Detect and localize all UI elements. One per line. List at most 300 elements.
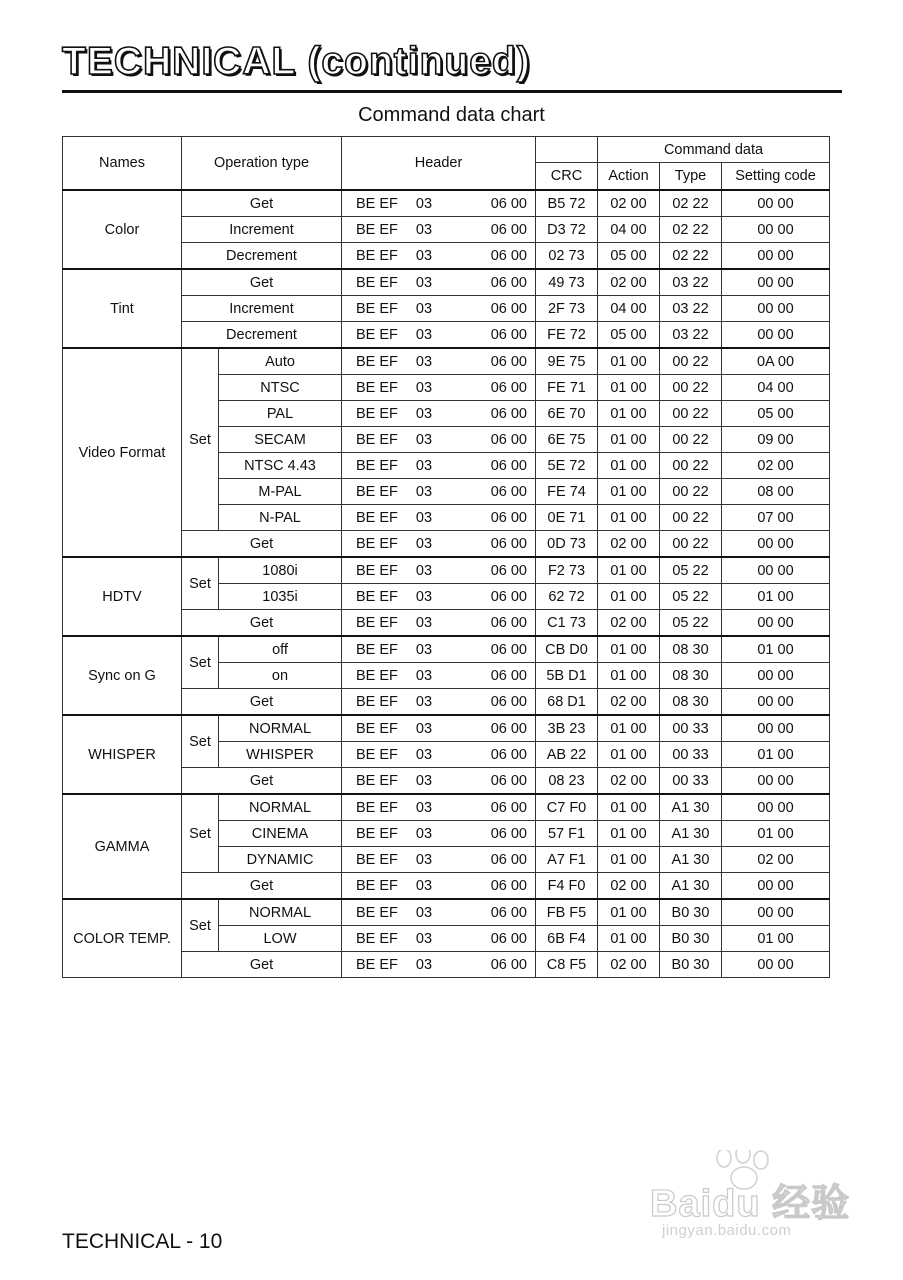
setting-code-cell: 01 00 bbox=[722, 636, 830, 663]
header-byte-b: 03 bbox=[415, 641, 433, 658]
page-title: TECHNICAL (continued) bbox=[62, 40, 531, 83]
header-bytes bbox=[342, 584, 536, 610]
header-byte-a: BE EF bbox=[356, 326, 398, 343]
header-byte-a: BE EF bbox=[356, 562, 398, 579]
header-byte-a: BE EF bbox=[356, 588, 398, 605]
command-data-header: Command data bbox=[598, 137, 830, 163]
crc-cell: AB 22 bbox=[536, 742, 598, 768]
header-byte-a: BE EF bbox=[356, 195, 398, 212]
action-cell: 01 00 bbox=[598, 427, 660, 453]
setting-code-cell: 00 00 bbox=[722, 531, 830, 558]
table-row bbox=[63, 636, 830, 663]
group-name: HDTV bbox=[63, 557, 182, 636]
crc-cell: 5B D1 bbox=[536, 663, 598, 689]
title-rule bbox=[62, 90, 842, 93]
header-byte-c: 06 00 bbox=[490, 221, 527, 238]
header-byte-b: 03 bbox=[415, 693, 433, 710]
page-footer: TECHNICAL - 10 bbox=[62, 1230, 223, 1253]
header-byte-c: 06 00 bbox=[490, 614, 527, 631]
crc-header-top bbox=[536, 137, 598, 163]
header-bytes bbox=[342, 322, 536, 349]
action-cell: 01 00 bbox=[598, 715, 660, 742]
setting-code-cell: 00 00 bbox=[722, 663, 830, 689]
operation-cell: Decrement bbox=[182, 243, 342, 270]
type-cell: 08 30 bbox=[660, 663, 722, 689]
header-byte-c: 06 00 bbox=[490, 483, 527, 500]
header-byte-a: BE EF bbox=[356, 509, 398, 526]
setting-code-cell: 00 00 bbox=[722, 610, 830, 637]
action-cell: 01 00 bbox=[598, 847, 660, 873]
action-cell: 01 00 bbox=[598, 348, 660, 375]
header-byte-a: BE EF bbox=[356, 877, 398, 894]
crc-cell: F2 73 bbox=[536, 557, 598, 584]
crc-cell: 6E 75 bbox=[536, 427, 598, 453]
header-bytes bbox=[342, 847, 536, 873]
header-byte-b: 03 bbox=[415, 772, 433, 789]
crc-cell: CB D0 bbox=[536, 636, 598, 663]
action-cell: 01 00 bbox=[598, 794, 660, 821]
operation-cell: PAL bbox=[219, 401, 342, 427]
header-row-1 bbox=[63, 137, 830, 163]
header-byte-a: BE EF bbox=[356, 799, 398, 816]
action-cell: 05 00 bbox=[598, 322, 660, 349]
group-name: Tint bbox=[63, 269, 182, 348]
header-bytes bbox=[342, 296, 536, 322]
table-row bbox=[63, 348, 830, 375]
header-bytes bbox=[342, 821, 536, 847]
header-byte-a: BE EF bbox=[356, 904, 398, 921]
operation-cell: 1035i bbox=[219, 584, 342, 610]
operation-cell: Get bbox=[182, 531, 342, 558]
header-bytes bbox=[342, 557, 536, 584]
setting-code-cell: 00 00 bbox=[722, 557, 830, 584]
header-bytes bbox=[342, 899, 536, 926]
operation-cell: Decrement bbox=[182, 322, 342, 349]
action-cell: 01 00 bbox=[598, 453, 660, 479]
set-label: Set bbox=[182, 636, 219, 689]
header-bytes bbox=[342, 427, 536, 453]
command-data-table bbox=[62, 136, 830, 978]
setting-code-cell: 00 00 bbox=[722, 768, 830, 795]
header-byte-b: 03 bbox=[415, 930, 433, 947]
type-cell: 00 22 bbox=[660, 505, 722, 531]
setting-code-cell: 02 00 bbox=[722, 847, 830, 873]
header-bytes bbox=[342, 926, 536, 952]
action-cell: 01 00 bbox=[598, 584, 660, 610]
watermark bbox=[640, 1150, 860, 1250]
header-bytes bbox=[342, 217, 536, 243]
setting-code-cell: 00 00 bbox=[722, 296, 830, 322]
operation-cell: Auto bbox=[219, 348, 342, 375]
header-byte-c: 06 00 bbox=[490, 431, 527, 448]
action-cell: 02 00 bbox=[598, 689, 660, 716]
setting-code-cell: 00 00 bbox=[722, 899, 830, 926]
operation-cell: SECAM bbox=[219, 427, 342, 453]
setting-code-cell: 0A 00 bbox=[722, 348, 830, 375]
group-name: Sync on G bbox=[63, 636, 182, 715]
action-cell: 01 00 bbox=[598, 479, 660, 505]
header-bytes bbox=[342, 453, 536, 479]
type-cell: 00 22 bbox=[660, 348, 722, 375]
set-label: Set bbox=[182, 794, 219, 873]
action-cell: 02 00 bbox=[598, 269, 660, 296]
type-cell: 05 22 bbox=[660, 557, 722, 584]
header-bytes bbox=[342, 401, 536, 427]
type-cell: 00 22 bbox=[660, 401, 722, 427]
header-byte-b: 03 bbox=[415, 746, 433, 763]
header-byte-c: 06 00 bbox=[490, 877, 527, 894]
operation-cell: Get bbox=[182, 190, 342, 217]
setting-code-cell: 00 00 bbox=[722, 243, 830, 270]
setting-code-cell: 07 00 bbox=[722, 505, 830, 531]
setting-code-header: Setting code bbox=[722, 163, 830, 191]
type-cell: A1 30 bbox=[660, 794, 722, 821]
setting-code-cell: 09 00 bbox=[722, 427, 830, 453]
header-byte-c: 06 00 bbox=[490, 956, 527, 973]
action-cell: 02 00 bbox=[598, 768, 660, 795]
operation-cell: Increment bbox=[182, 296, 342, 322]
header-byte-a: BE EF bbox=[356, 274, 398, 291]
setting-code-cell: 00 00 bbox=[722, 873, 830, 900]
header-byte-b: 03 bbox=[415, 405, 433, 422]
header-byte-a: BE EF bbox=[356, 221, 398, 238]
table-row bbox=[63, 899, 830, 926]
header-byte-a: BE EF bbox=[356, 772, 398, 789]
operation-cell: Get bbox=[182, 610, 342, 637]
header-bytes bbox=[342, 243, 536, 270]
crc-cell: C1 73 bbox=[536, 610, 598, 637]
set-label: Set bbox=[182, 557, 219, 610]
operation-cell: Get bbox=[182, 689, 342, 716]
header-byte-b: 03 bbox=[415, 562, 433, 579]
header-bytes bbox=[342, 479, 536, 505]
header-byte-c: 06 00 bbox=[490, 535, 527, 552]
header-header: Header bbox=[342, 137, 536, 191]
operation-cell: DYNAMIC bbox=[219, 847, 342, 873]
type-cell: 02 22 bbox=[660, 217, 722, 243]
operation-cell: CINEMA bbox=[219, 821, 342, 847]
header-bytes bbox=[342, 689, 536, 716]
header-byte-a: BE EF bbox=[356, 720, 398, 737]
setting-code-cell: 02 00 bbox=[722, 453, 830, 479]
header-byte-b: 03 bbox=[415, 535, 433, 552]
header-byte-a: BE EF bbox=[356, 431, 398, 448]
header-byte-b: 03 bbox=[415, 825, 433, 842]
operation-cell: 1080i bbox=[219, 557, 342, 584]
type-cell: A1 30 bbox=[660, 847, 722, 873]
action-cell: 01 00 bbox=[598, 742, 660, 768]
header-bytes bbox=[342, 794, 536, 821]
table-row bbox=[63, 190, 830, 217]
header-byte-c: 06 00 bbox=[490, 720, 527, 737]
header-bytes bbox=[342, 663, 536, 689]
header-byte-c: 06 00 bbox=[490, 641, 527, 658]
crc-cell: 0D 73 bbox=[536, 531, 598, 558]
type-cell: 03 22 bbox=[660, 322, 722, 349]
type-cell: 02 22 bbox=[660, 190, 722, 217]
setting-code-cell: 00 00 bbox=[722, 322, 830, 349]
group-name: COLOR TEMP. bbox=[63, 899, 182, 978]
operation-cell: LOW bbox=[219, 926, 342, 952]
header-bytes bbox=[342, 636, 536, 663]
table-row bbox=[63, 557, 830, 584]
header-byte-a: BE EF bbox=[356, 300, 398, 317]
setting-code-cell: 00 00 bbox=[722, 952, 830, 978]
header-byte-a: BE EF bbox=[356, 667, 398, 684]
operation-cell: Get bbox=[182, 768, 342, 795]
set-label: Set bbox=[182, 348, 219, 531]
setting-code-cell: 04 00 bbox=[722, 375, 830, 401]
action-cell: 01 00 bbox=[598, 663, 660, 689]
operation-cell: on bbox=[219, 663, 342, 689]
action-cell: 01 00 bbox=[598, 636, 660, 663]
watermark-url: jingyan.baidu.com bbox=[662, 1222, 792, 1239]
type-cell: A1 30 bbox=[660, 821, 722, 847]
crc-cell: FE 72 bbox=[536, 322, 598, 349]
header-byte-b: 03 bbox=[415, 588, 433, 605]
type-cell: 00 22 bbox=[660, 427, 722, 453]
setting-code-cell: 00 00 bbox=[722, 217, 830, 243]
operation-cell: Get bbox=[182, 952, 342, 978]
type-cell: B0 30 bbox=[660, 926, 722, 952]
header-byte-a: BE EF bbox=[356, 825, 398, 842]
operation-type-header: Operation type bbox=[182, 137, 342, 191]
table-row bbox=[63, 794, 830, 821]
header-byte-b: 03 bbox=[415, 353, 433, 370]
header-byte-c: 06 00 bbox=[490, 799, 527, 816]
operation-cell: off bbox=[219, 636, 342, 663]
crc-cell: 6E 70 bbox=[536, 401, 598, 427]
header-byte-b: 03 bbox=[415, 877, 433, 894]
crc-cell: 68 D1 bbox=[536, 689, 598, 716]
crc-cell: 57 F1 bbox=[536, 821, 598, 847]
type-cell: 02 22 bbox=[660, 243, 722, 270]
header-byte-b: 03 bbox=[415, 379, 433, 396]
operation-cell: Get bbox=[182, 873, 342, 900]
header-byte-a: BE EF bbox=[356, 851, 398, 868]
type-cell: A1 30 bbox=[660, 873, 722, 900]
operation-cell: NTSC 4.43 bbox=[219, 453, 342, 479]
crc-cell: 49 73 bbox=[536, 269, 598, 296]
type-cell: 05 22 bbox=[660, 584, 722, 610]
header-byte-b: 03 bbox=[415, 851, 433, 868]
header-byte-c: 06 00 bbox=[490, 509, 527, 526]
crc-header: CRC bbox=[536, 163, 598, 191]
action-cell: 01 00 bbox=[598, 401, 660, 427]
operation-cell: NTSC bbox=[219, 375, 342, 401]
header-byte-a: BE EF bbox=[356, 693, 398, 710]
crc-cell: D3 72 bbox=[536, 217, 598, 243]
header-byte-c: 06 00 bbox=[490, 904, 527, 921]
header-byte-a: BE EF bbox=[356, 405, 398, 422]
header-byte-c: 06 00 bbox=[490, 588, 527, 605]
crc-cell: 6B F4 bbox=[536, 926, 598, 952]
operation-cell: NORMAL bbox=[219, 715, 342, 742]
action-cell: 02 00 bbox=[598, 190, 660, 217]
setting-code-cell: 08 00 bbox=[722, 479, 830, 505]
chart-title: Command data chart bbox=[358, 104, 545, 126]
header-byte-c: 06 00 bbox=[490, 195, 527, 212]
crc-cell: F4 F0 bbox=[536, 873, 598, 900]
header-byte-b: 03 bbox=[415, 799, 433, 816]
header-byte-b: 03 bbox=[415, 483, 433, 500]
header-byte-a: BE EF bbox=[356, 641, 398, 658]
header-byte-b: 03 bbox=[415, 720, 433, 737]
header-byte-b: 03 bbox=[415, 221, 433, 238]
action-cell: 02 00 bbox=[598, 952, 660, 978]
action-header: Action bbox=[598, 163, 660, 191]
type-cell: 08 30 bbox=[660, 636, 722, 663]
setting-code-cell: 00 00 bbox=[722, 190, 830, 217]
setting-code-cell: 00 00 bbox=[722, 689, 830, 716]
header-byte-a: BE EF bbox=[356, 746, 398, 763]
operation-cell: NORMAL bbox=[219, 794, 342, 821]
header-byte-a: BE EF bbox=[356, 379, 398, 396]
setting-code-cell: 00 00 bbox=[722, 715, 830, 742]
header-bytes bbox=[342, 505, 536, 531]
action-cell: 02 00 bbox=[598, 610, 660, 637]
type-cell: 00 22 bbox=[660, 453, 722, 479]
operation-cell: M-PAL bbox=[219, 479, 342, 505]
crc-cell: 08 23 bbox=[536, 768, 598, 795]
type-cell: 00 33 bbox=[660, 715, 722, 742]
group-name: Video Format bbox=[63, 348, 182, 557]
crc-cell: C8 F5 bbox=[536, 952, 598, 978]
setting-code-cell: 01 00 bbox=[722, 926, 830, 952]
header-byte-b: 03 bbox=[415, 956, 433, 973]
header-bytes bbox=[342, 375, 536, 401]
header-byte-b: 03 bbox=[415, 274, 433, 291]
group-name: WHISPER bbox=[63, 715, 182, 794]
action-cell: 04 00 bbox=[598, 296, 660, 322]
set-label: Set bbox=[182, 899, 219, 952]
crc-cell: 02 73 bbox=[536, 243, 598, 270]
setting-code-cell: 01 00 bbox=[722, 821, 830, 847]
header-byte-c: 06 00 bbox=[490, 746, 527, 763]
header-byte-a: BE EF bbox=[356, 930, 398, 947]
header-bytes bbox=[342, 952, 536, 978]
action-cell: 04 00 bbox=[598, 217, 660, 243]
header-byte-c: 06 00 bbox=[490, 693, 527, 710]
table-row bbox=[63, 715, 830, 742]
header-byte-c: 06 00 bbox=[490, 562, 527, 579]
crc-cell: FE 71 bbox=[536, 375, 598, 401]
action-cell: 01 00 bbox=[598, 926, 660, 952]
crc-cell: 2F 73 bbox=[536, 296, 598, 322]
header-byte-a: BE EF bbox=[356, 956, 398, 973]
setting-code-cell: 01 00 bbox=[722, 742, 830, 768]
action-cell: 02 00 bbox=[598, 873, 660, 900]
operation-cell: N-PAL bbox=[219, 505, 342, 531]
operation-cell: WHISPER bbox=[219, 742, 342, 768]
header-byte-b: 03 bbox=[415, 326, 433, 343]
header-bytes bbox=[342, 873, 536, 900]
header-byte-b: 03 bbox=[415, 614, 433, 631]
header-byte-a: BE EF bbox=[356, 457, 398, 474]
header-bytes bbox=[342, 742, 536, 768]
group-name: GAMMA bbox=[63, 794, 182, 899]
header-byte-b: 03 bbox=[415, 431, 433, 448]
operation-cell: Increment bbox=[182, 217, 342, 243]
type-cell: B0 30 bbox=[660, 899, 722, 926]
crc-cell: 0E 71 bbox=[536, 505, 598, 531]
header-byte-a: BE EF bbox=[356, 614, 398, 631]
header-byte-c: 06 00 bbox=[490, 405, 527, 422]
header-bytes bbox=[342, 269, 536, 296]
crc-cell: FB F5 bbox=[536, 899, 598, 926]
header-bytes bbox=[342, 190, 536, 217]
header-bytes bbox=[342, 348, 536, 375]
action-cell: 01 00 bbox=[598, 557, 660, 584]
header-byte-b: 03 bbox=[415, 509, 433, 526]
type-cell: 00 22 bbox=[660, 531, 722, 558]
type-cell: 00 33 bbox=[660, 768, 722, 795]
header-byte-b: 03 bbox=[415, 195, 433, 212]
header-byte-a: BE EF bbox=[356, 247, 398, 264]
action-cell: 01 00 bbox=[598, 821, 660, 847]
type-cell: 03 22 bbox=[660, 296, 722, 322]
header-byte-c: 06 00 bbox=[490, 457, 527, 474]
crc-cell: C7 F0 bbox=[536, 794, 598, 821]
crc-cell: 9E 75 bbox=[536, 348, 598, 375]
names-header: Names bbox=[63, 137, 182, 191]
header-byte-b: 03 bbox=[415, 457, 433, 474]
header-byte-c: 06 00 bbox=[490, 667, 527, 684]
setting-code-cell: 00 00 bbox=[722, 794, 830, 821]
header-byte-b: 03 bbox=[415, 247, 433, 264]
header-byte-c: 06 00 bbox=[490, 247, 527, 264]
type-cell: 03 22 bbox=[660, 269, 722, 296]
setting-code-cell: 00 00 bbox=[722, 269, 830, 296]
set-label: Set bbox=[182, 715, 219, 768]
type-cell: 08 30 bbox=[660, 689, 722, 716]
header-byte-c: 06 00 bbox=[490, 326, 527, 343]
table-row bbox=[63, 269, 830, 296]
operation-cell: Get bbox=[182, 269, 342, 296]
action-cell: 01 00 bbox=[598, 505, 660, 531]
action-cell: 02 00 bbox=[598, 531, 660, 558]
header-byte-c: 06 00 bbox=[490, 851, 527, 868]
header-bytes bbox=[342, 610, 536, 637]
type-header: Type bbox=[660, 163, 722, 191]
header-byte-c: 06 00 bbox=[490, 353, 527, 370]
type-cell: 00 22 bbox=[660, 375, 722, 401]
header-bytes bbox=[342, 715, 536, 742]
header-byte-a: BE EF bbox=[356, 535, 398, 552]
header-byte-a: BE EF bbox=[356, 483, 398, 500]
crc-cell: B5 72 bbox=[536, 190, 598, 217]
header-byte-b: 03 bbox=[415, 667, 433, 684]
crc-cell: FE 74 bbox=[536, 479, 598, 505]
type-cell: B0 30 bbox=[660, 952, 722, 978]
header-bytes bbox=[342, 531, 536, 558]
crc-cell: 62 72 bbox=[536, 584, 598, 610]
action-cell: 01 00 bbox=[598, 375, 660, 401]
crc-cell: 3B 23 bbox=[536, 715, 598, 742]
setting-code-cell: 05 00 bbox=[722, 401, 830, 427]
header-byte-b: 03 bbox=[415, 300, 433, 317]
header-byte-c: 06 00 bbox=[490, 772, 527, 789]
header-byte-a: BE EF bbox=[356, 353, 398, 370]
header-byte-c: 06 00 bbox=[490, 825, 527, 842]
header-byte-c: 06 00 bbox=[490, 379, 527, 396]
operation-cell: NORMAL bbox=[219, 899, 342, 926]
group-name: Color bbox=[63, 190, 182, 269]
crc-cell: A7 F1 bbox=[536, 847, 598, 873]
action-cell: 05 00 bbox=[598, 243, 660, 270]
type-cell: 00 22 bbox=[660, 479, 722, 505]
action-cell: 01 00 bbox=[598, 899, 660, 926]
